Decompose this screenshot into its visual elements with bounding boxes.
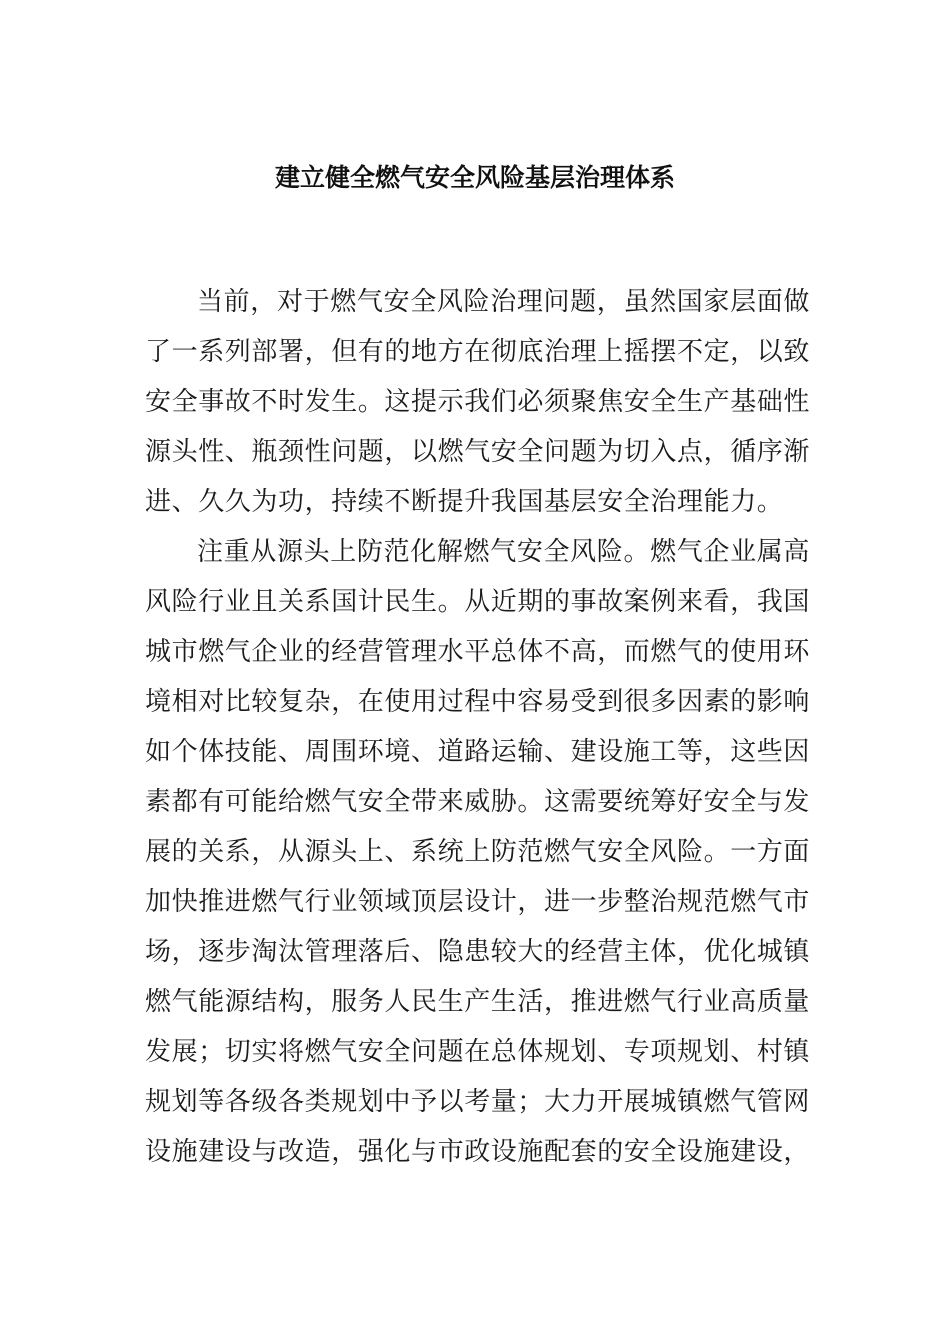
document-body (145, 277, 810, 1177)
paragraph-2: 注重从源头上防范化解燃气安全风险。燃气企业属高风险行业且关系国计民生。从近期的事故案例来看，我国城市燃气企业的经营管理水平总体不高，而燃气的使用环境相对比较复杂，在使用过程中容易受到很多因素的影响如个体技能、周围环境、道路运输、建设施工等，这些因素都有可能给燃气安全带来威胁。这需要统筹好安全与发展的关系，从源头上、系统上防范燃气安全风险。一方面加快推进燃气行业领域顶层设计，进一步整治规范燃气市场，逐步淘汰管理落后、隐患较大的经营主体，优化城镇燃气能源结构，服务人民生产生活，推进燃气行业高质量发展；切实将燃气安全问题在总体规划、专项规划、村镇规划等各级各类规划中予以考量；大力开展城镇燃气管网设施建设与改造，强化与市政设施配套的安全设施建设， (145, 537, 811, 1167)
paragraph-1: 当前，对于燃气安全风险治理问题，虽然国家层面做了一系列部署，但有的地方在彻底治理上摇摆不定，以致安全事故不时发生。这提示我们必须聚焦安全生产基础性源头性、瓶颈性问题，以燃气安全问题为切入点，循序渐进、久久为功，持续不断提升我国基层安全治理能力。 (145, 287, 811, 517)
document-title: 建立健全燃气安全风险基层治理体系 (274, 163, 675, 192)
